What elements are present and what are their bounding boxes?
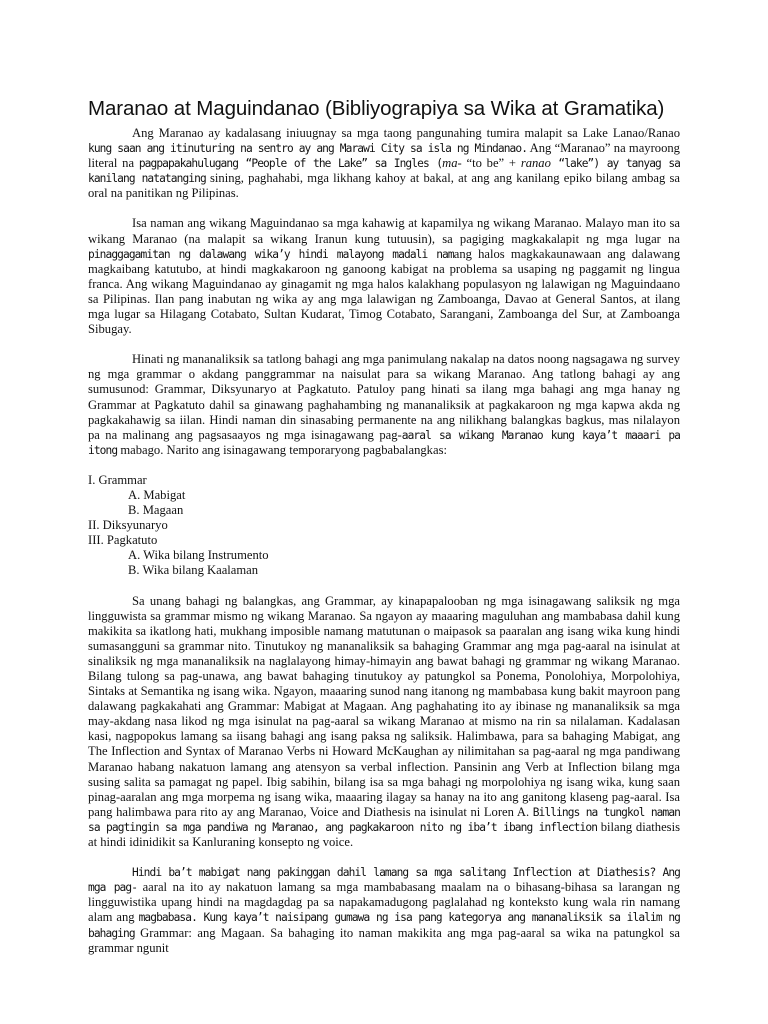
outline-item: A. Mabigat [128, 487, 186, 502]
paragraph-magaan: Hindi ba’t mabigat nang pakinggan dahil lamang sa mga salitang Inflection at Diathesis? Ang mga pag- aaral na ito ay nakatuon lamang sa mga mambabasang maalam na o bihasang-bihasa sa larangan ng lingguwistika upang hindi na magdagdag pa sa napakamadugong paglalahad ng konteksto kung wala rin namang alam ang magbabasa. Kung kaya’t naisipang gumawa ng isa pang kategorya ang mananaliksik sa ilalim ng bahaging Grammar: ang Magaan. Sa bahaging ito naman makikita ang mga pag-aaral sa wika na patungkol sa grammar ngunit [88, 866, 680, 955]
outline-list [88, 473, 680, 579]
outline-item: A. Wika bilang Instrumento [128, 548, 269, 563]
outline-item: B. Magaan [128, 503, 184, 518]
outline-item: III. Pagkatuto [88, 533, 158, 548]
paragraph-maguindanao: Isa naman ang wikang Maguindanao sa mga kahawig at kapamilya ng wikang Maranao. Malayo man ito sa wikang Maranao (na malapit sa wikang Iranun kung tutuusin), sa pagiging magkakalapit ng mga lugar na pinaggagamitan ng dalawang wika’y hindi malayong madali namang halos magkakaunawaan ang dalawang magkaibang katutubo, at hindi magkakaroon ng ganoong kabigat na problema sa usaping ng paggamit ng lingua franca. Ang wikang Maguindanao ay ginagamit ng mga halos kalakhang populasyon ng lalawigan ng Maguindaano sa Pilipinas. Ilan pang inabutan ng wika ay ang mga lalawigan ng Zamboanga, Davao at General Santos, at ilang mga lugar sa Hilagang Cotabato, Sultan Kudarat, Timog Cotabato, Sarangani, Zamboanga del Sur, at Zamboanga Sibugay. [88, 216, 680, 337]
document-body [88, 126, 680, 956]
paragraph-maranao-intro: Ang Maranao ay kadalasang iniuugnay sa mga taong pangunahing tumira malapit sa Lake Lanao/Ranao kung saan ang itinuturing na sentro ay ang Marawi City sa isla ng Mindanao. Ang “Maranao” na mayroong literal na pagpapakahulugang “People of the Lake” sa Ingles (ma- “to be” + ranao “lake”) ay tanyag sa kanilang natatanging sining, paghahabi, mga likhang kahoy at bakal, at ang ang kanilang epiko bilang ambag sa oral na panitikan ng Pilipinas. [88, 126, 680, 201]
outline-item: B. Wika bilang Kaalaman [128, 563, 259, 578]
paragraph-survey: Hinati ng mananaliksik sa tatlong bahagi ang mga panimulang nakalap na datos noong nagsagawa ng survey ng mga grammar o akdang panggrammar na naisulat para sa wikang Maranao. Ang tatlong bahagi ay ang sumusunod: Grammar, Diksyunaryo at Pagkatuto. Patuloy pang hinati sa ilang mga bahagi ang mga hanay ng Grammar at Pagkatuto dahil sa ginawang paghahambing ng mananaliksik at pagkakaroon ng mga kapwa akda ng pagkakahawig sa iilan. Hindi naman din sinasabing permanente na ang nilikhang balangkas bagkus, mas nilalayon pa na malinang ang pagsasaayos ng mga isinagawang pag-aaral sa wikang Maranao kung kaya’t maaari pa itong mabago. Narito ang isinagawang temporaryong pagbabalangkas: [88, 352, 680, 457]
document-title: Maranao at Maguindanao (Bibliyograpiya sa Wika at Gramatika) [88, 97, 665, 120]
outline-item: II. Diksyunaryo [88, 518, 168, 533]
outline-item: I. Grammar [88, 472, 147, 487]
paragraph-grammar: Sa unang bahagi ng balangkas, ang Grammar, ay kinapapalooban ng mga isinagawang saliksik ng mga lingguwista sa grammar mismo ng wikang Maranao. Sa ngayon ay maaaring maguluhan ang mambabasa dahil kung makikita sa ikatlong hati, mukhang imposible namang matutunan o maipasok sa paaralan ang isang wika kung hindi sumasangguni sa grammar nito. Tinutukoy ng mananaliksik sa bahaging Grammar ang mga pag-aaral na isinulat at sinaliksik ng mga mananaliksik na naglalayong himay-himayin ang bawat bahagi ng grammar ng wikang Maranao. Bilang tulong sa pag-unawa, ang bawat bahaging tinutukoy ay patungkol sa Ponema, Ponolohiya, Morpolohiya, Sintaks at Semantika ng isang wika. Ngayon, maaaring sunod nang itanong ng mambabasa kung bakit mayroon pang dalawang pagkakahati ang Grammar: Mabigat at Magaan. Ang paghahating ito ay ibinase ng mananaliksik sa mga may-akdang nasa likod ng mga isinulat na pag-aaral sa wikang Maranao at mismo na rin sa nilalaman. Kadalasan kasi, nagpopokus lamang sa iisang bahagi ang isang paksa ng saliksik. Halimbawa, para sa bahaging Mabigat, ang The Inflection and Syntax of Maranao Verbs ni Howard McKaughan ay nilimitahan sa pag-aaral ng mga pandiwang Maranao habang nakatuon lamang ang atensyon sa verbal inflection. Pansinin ang Verb at Inflection bilang mga susing salita sa pamagat ng papel. Ibig sabihin, bilang isa sa mga bahagi ng morpolohiya ng isang wika, kung saan pinag-aaralan ang mga morpema ng isang wika, maaaring ilagay sa hanay na ito ang ganitong klaseng pag-aaral. Isa pang halimbawa para rito ay ang Maranao, Voice and Diathesis na isinulat ni Loren A. Billings na tungkol naman sa pagtingin sa mga pandiwa ng Maranao, ang pagkakaroon nito ng iba’t ibang inflection bilang diathesis at hindi idinidikit sa Kanluraning konsepto ng voice. [88, 593, 680, 850]
document-page [88, 96, 680, 1024]
